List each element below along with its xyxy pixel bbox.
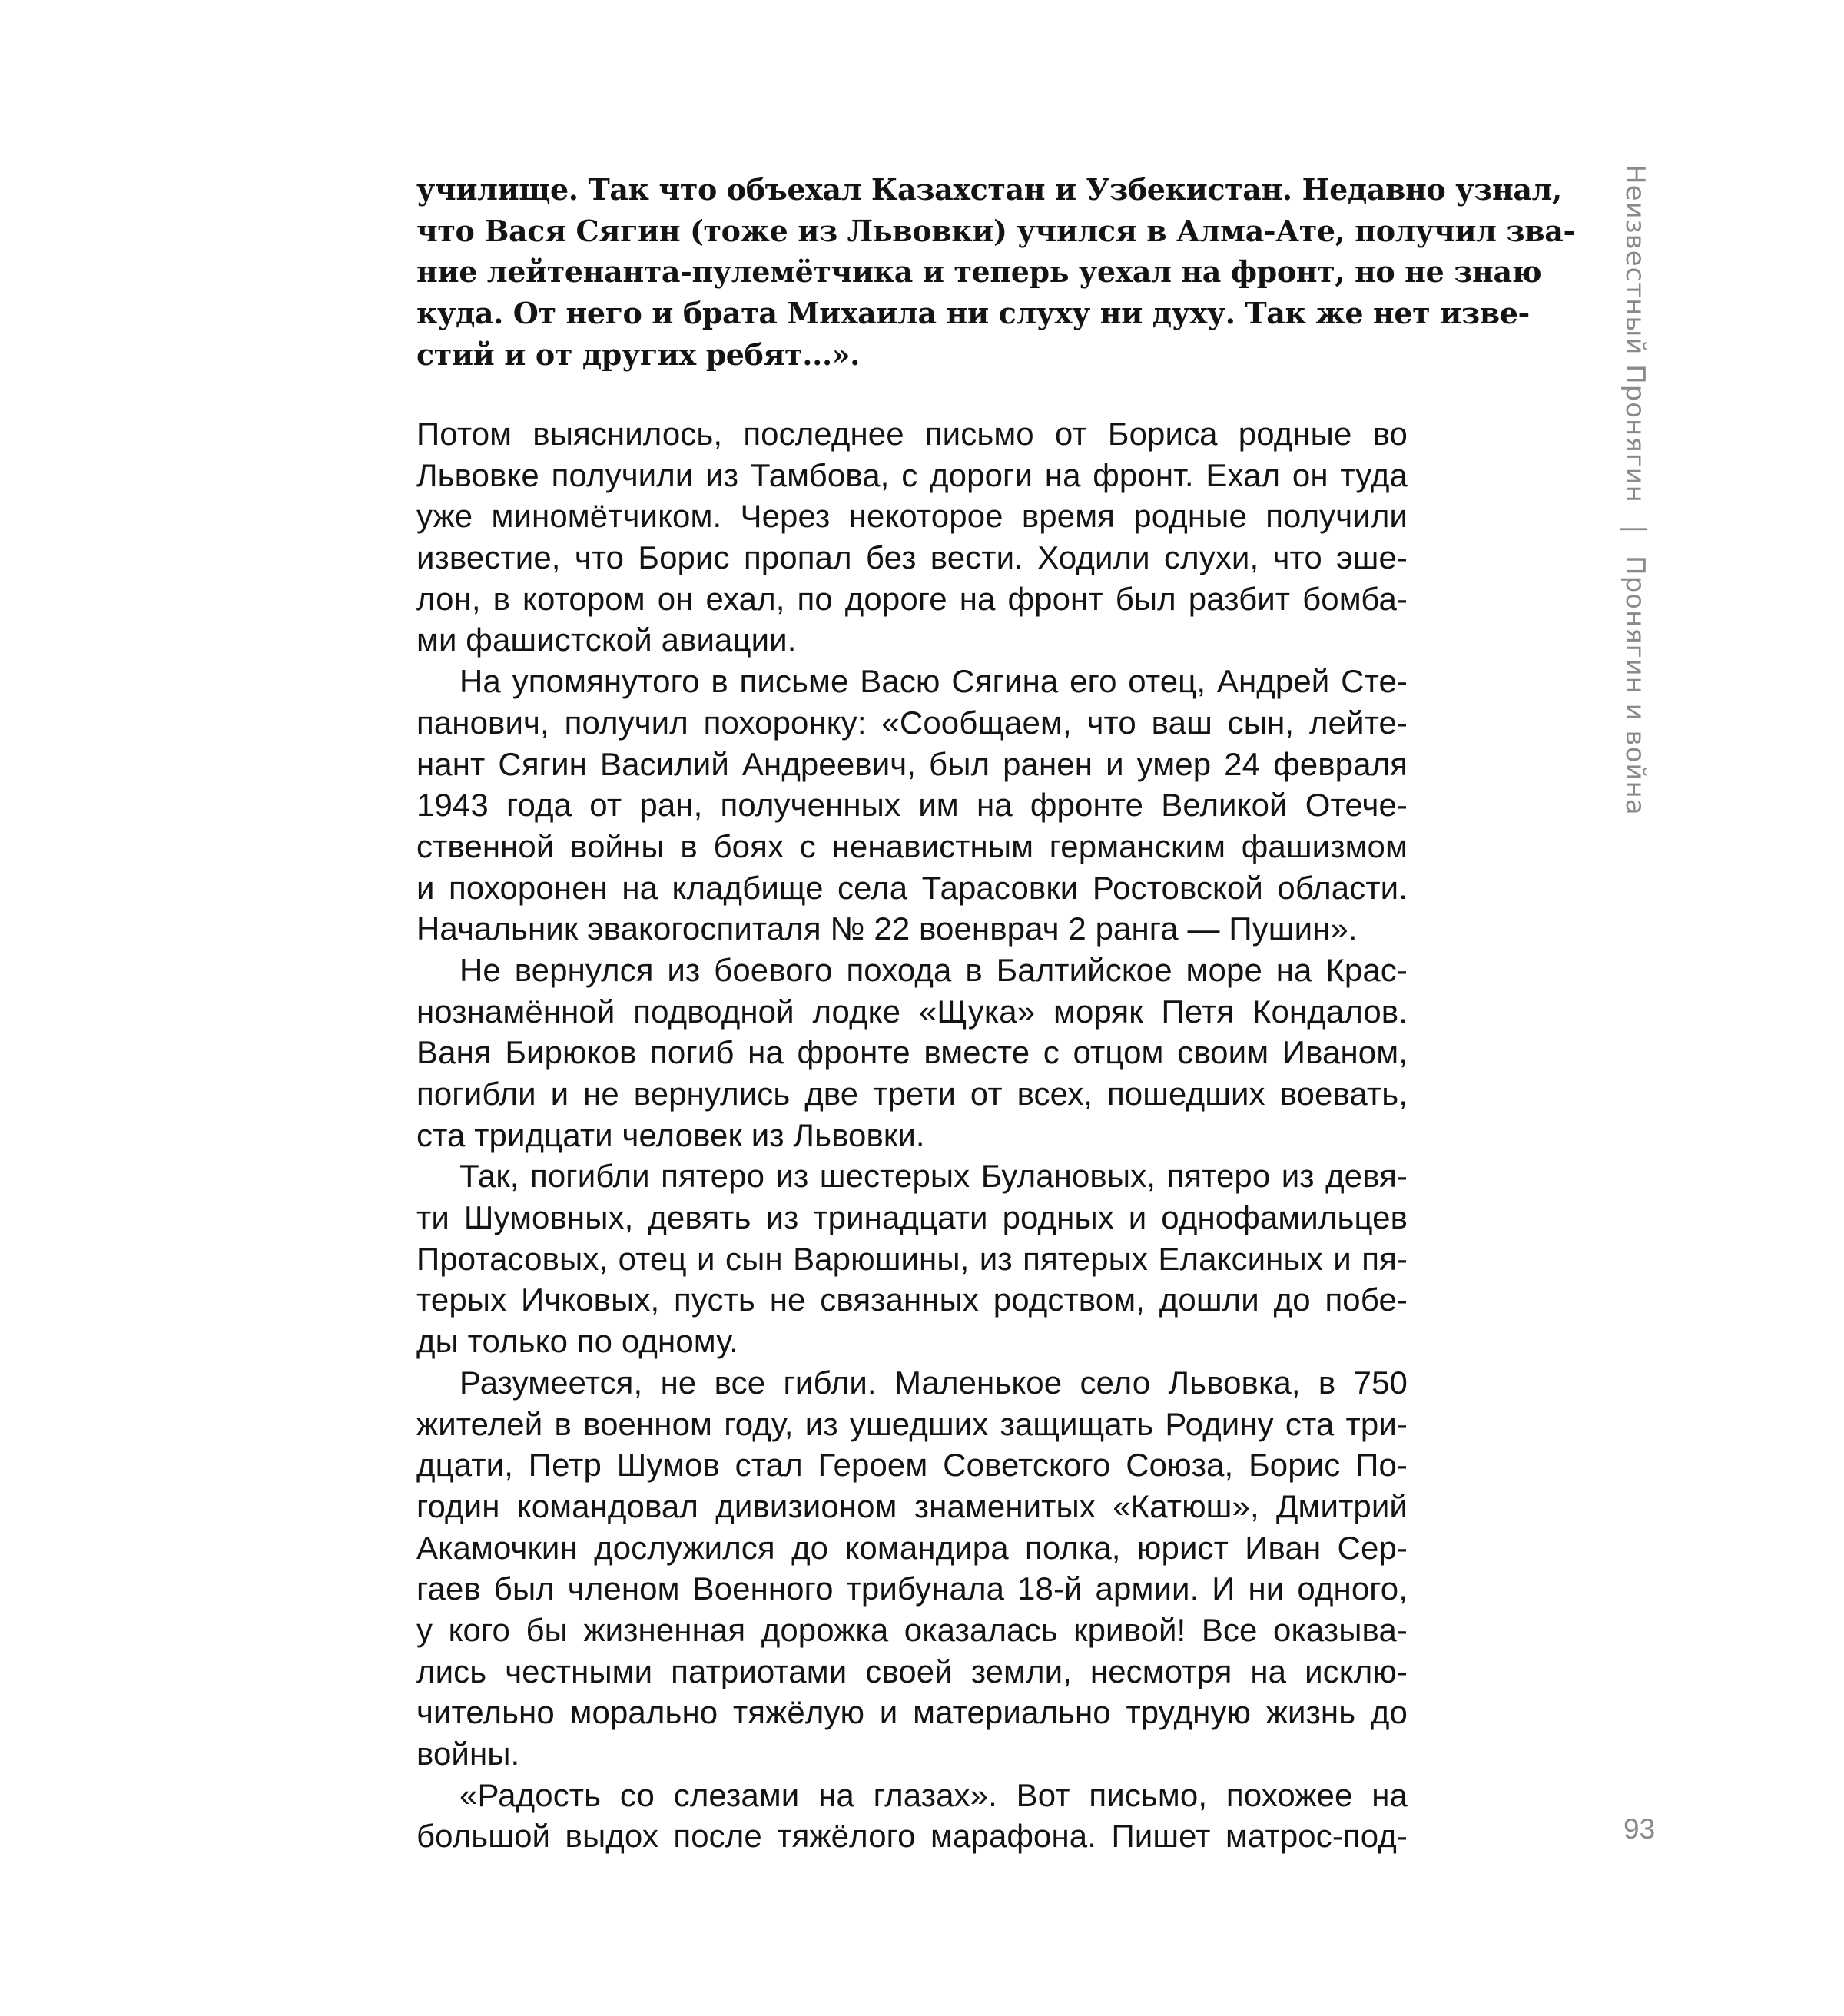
body-text xyxy=(416,413,1408,1857)
body-line: Так, погибли пятеро из шестерых Булановых, пятеро из девя- xyxy=(459,1158,1408,1195)
running-head-separator: | xyxy=(1620,524,1650,535)
body-line: годин командовал дивизионом знаменитых «Катюш», Дмитрий xyxy=(416,1487,1408,1524)
body-line: Начальник эвакогоспиталя № 22 военврач 2 ранга — Пушин». xyxy=(416,910,1358,947)
body-line: известие, что Борис пропал без вести. Ходили слухи, что эше- xyxy=(416,539,1408,576)
body-line: 1943 года от ран, полученных им на фронте Великой Отече- xyxy=(416,787,1408,824)
body-line: терых Ичковых, пусть не связанных родством, дошли до побе- xyxy=(416,1282,1408,1318)
body-line: большой выдох после тяжёлого марафона. Пишет матрос-под- xyxy=(416,1818,1408,1855)
body-line: ды только по одному. xyxy=(416,1323,738,1360)
quote-line: училище. Так что объехал Казахстан и Узбекистан. Недавно узнал, xyxy=(416,172,1562,207)
body-line: у кого бы жизненная дорожка оказалась кривой! Все оказыва- xyxy=(416,1611,1408,1648)
quote-line: стий и от других ребят...». xyxy=(416,337,860,372)
body-line: Акамочкин дослужился до командира полка, юрист Иван Сер- xyxy=(416,1529,1408,1566)
body-line: чительно морально тяжёлую и материально трудную жизнь до xyxy=(416,1694,1408,1731)
body-line: жителей в военном году, из ушедших защищать Родину ста три- xyxy=(416,1405,1408,1442)
body-line: нант Сягин Василий Андреевич, был ранен и умер 24 февраля xyxy=(416,745,1408,782)
body-line: лон, в котором он ехал, по дороге на фронт был разбит бомба- xyxy=(416,580,1408,617)
body-line: ственной войны в боях с ненавистным германским фашизмом xyxy=(416,827,1408,864)
page-number: 93 xyxy=(1623,1813,1656,1845)
body-line: лись честными патриотами своей земли, несмотря на исклю- xyxy=(416,1653,1408,1689)
body-line: ста тридцати человек из Львовки. xyxy=(416,1116,925,1153)
chapter-title: Пронягин и война xyxy=(1620,555,1650,816)
body-line: нознамённой подводной лодке «Щука» моряк Петя Кондалов. xyxy=(416,993,1408,1030)
body-line: «Радость со слезами на глазах». Вот письмо, похожее на xyxy=(459,1776,1408,1813)
body-line: Разумеется, не все гибли. Маленькое село Львовка, в 750 xyxy=(459,1364,1408,1401)
quote-line: что Вася Сягин (тоже из Львовки) учился в Алма-Ате, получил зва- xyxy=(416,213,1575,248)
letter-quote xyxy=(416,169,1575,375)
body-line: Не вернулся из боевого похода в Балтийское море на Крас- xyxy=(459,951,1408,988)
body-line: панович, получил похоронку: «Сообщаем, что ваш сын, лейте- xyxy=(416,704,1408,741)
body-line: гаев был членом Военного трибунала 18-й армии. И ни одного, xyxy=(416,1570,1408,1607)
running-head xyxy=(1618,164,1652,816)
body-line: войны. xyxy=(416,1736,520,1772)
body-line: Протасовых, отец и сын Варюшины, из пятерых Елаксиных и пя- xyxy=(416,1240,1408,1277)
quote-line: куда. От него и брата Михаила ни слуху ни духу. Так же нет изве- xyxy=(416,296,1530,331)
body-line: ми фашистской авиации. xyxy=(416,622,797,658)
body-line: и похоронен на кладбище села Тарасовки Ростовской области. xyxy=(416,869,1408,906)
body-line: дцати, Петр Шумов стал Героем Советского Союза, Борис По- xyxy=(416,1447,1408,1484)
body-line: Львовке получили из Тамбова, с дороги на фронт. Ехал он туда xyxy=(416,456,1408,493)
body-line: уже миномётчиком. Через некоторое время родные получили xyxy=(416,498,1408,535)
body-line: На упомянутого в письме Васю Сягина его отец, Андрей Сте- xyxy=(459,663,1408,700)
book-title: Неизвестный Пронягин xyxy=(1620,164,1650,503)
quote-line: ние лейтенанта-пулемётчика и теперь уехал на фронт, но не знаю xyxy=(416,254,1542,290)
body-line: погибли и не вернулись две трети от всех, пошедших воевать, xyxy=(416,1076,1408,1112)
body-line: ти Шумовных, девять из тринадцати родных и однофамильцев xyxy=(416,1199,1408,1236)
body-line: Потом выяснилось, последнее письмо от Бориса родные во xyxy=(416,416,1408,452)
body-line: Ваня Бирюков погиб на фронте вместе с отцом своим Иваном, xyxy=(416,1034,1408,1071)
